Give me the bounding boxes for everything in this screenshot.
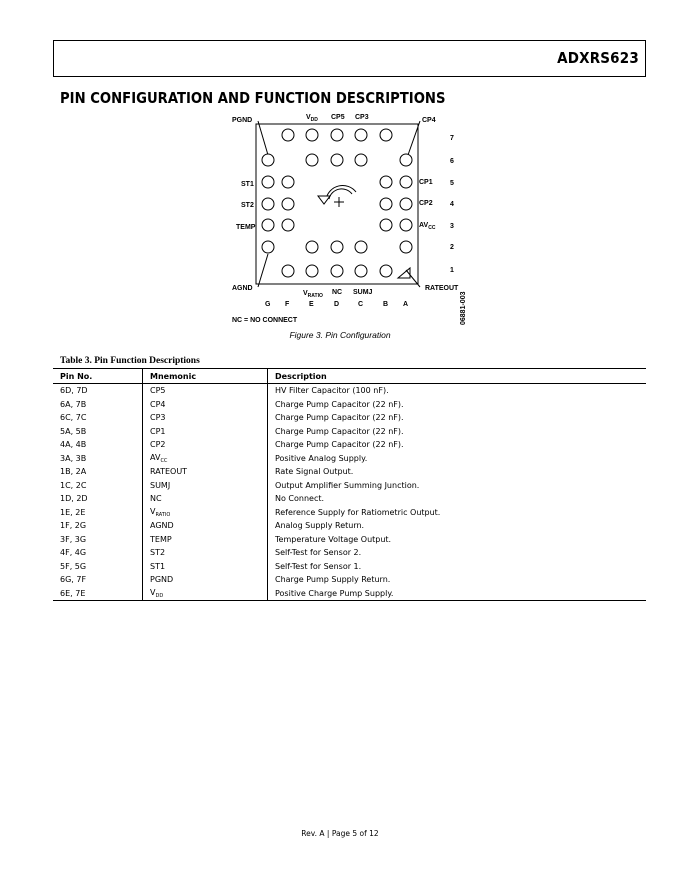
- pin-pad: [355, 241, 367, 253]
- cell-mnemonic: [143, 573, 268, 587]
- table-caption: Table 3. Pin Function Descriptions: [60, 356, 200, 366]
- pin-pad: [380, 265, 392, 277]
- cell-description: Positive Charge Pump Supply.: [268, 587, 647, 601]
- label-sumj: SUMJ: [353, 289, 373, 296]
- pin-pad: [355, 129, 367, 141]
- cell-description: Self-Test for Sensor 2.: [275, 548, 362, 558]
- part-number: ADXRS623: [557, 49, 639, 67]
- row-number: 4: [450, 201, 454, 208]
- leader-pgnd: [258, 121, 268, 155]
- cell-pin-no: 5F, 5G: [53, 560, 143, 574]
- label-vratio: $V_{RATIO}$: [303, 290, 323, 299]
- mnemonic-text: RATEOUT: [150, 467, 188, 477]
- pin-pad: [380, 129, 392, 141]
- row-number: 7: [450, 135, 454, 142]
- cell-description: Output Amplifier Summing Junction.: [275, 480, 420, 490]
- cell-description: Positive Analog Supply.: [275, 453, 368, 463]
- package-outline: [256, 124, 418, 284]
- pin-pad: [380, 198, 392, 210]
- cell-pin-no: 1B, 2A: [53, 465, 143, 479]
- column-letter: E: [309, 301, 314, 308]
- column-letter: F: [285, 301, 290, 308]
- cell-mnemonic: [143, 452, 268, 466]
- pin-configuration-diagram: [0, 0, 680, 340]
- table-row: [53, 425, 646, 439]
- page-footer: Rev. A | Page 5 of 12: [301, 829, 379, 838]
- mnemonic-text: AV: [150, 452, 161, 462]
- cell-mnemonic: [143, 560, 268, 574]
- pin-pad: [380, 176, 392, 188]
- header-mnemonic: Mnemonic: [143, 369, 268, 384]
- cell-mnemonic: [143, 398, 268, 412]
- mnemonic-text: V: [150, 506, 156, 516]
- column-letters: [265, 301, 408, 308]
- table-header-row: [53, 369, 646, 384]
- header-pin-no: Pin No.: [53, 369, 143, 384]
- mnemonic-text: CP5: [150, 386, 166, 396]
- mnemonic-text: CP2: [150, 440, 166, 450]
- label-avcc: $AV_{CC}$: [419, 222, 436, 231]
- cell-description: Analog Supply Return.: [275, 521, 365, 531]
- cell-description: No Connect.: [275, 494, 325, 504]
- pin-pad: [262, 154, 274, 166]
- mnemonic-text: CP3: [150, 413, 166, 423]
- pin-pad: [355, 154, 367, 166]
- cell-pin-no: 6E, 7E: [53, 587, 143, 601]
- cell-mnemonic: [143, 506, 268, 520]
- table-row: [53, 452, 646, 466]
- section-title: PIN CONFIGURATION AND FUNCTION DESCRIPTIONS: [60, 89, 446, 107]
- cell-mnemonic: [143, 533, 268, 547]
- pin-pad: [400, 219, 412, 231]
- pin-pad: [282, 198, 294, 210]
- column-letter: C: [358, 301, 364, 308]
- mnemonic-subscript: DD: [155, 592, 164, 599]
- mnemonic-text: AGND: [150, 521, 174, 531]
- pin-pad: [262, 198, 274, 210]
- figure-caption: Figure 3. Pin Configuration: [289, 330, 391, 340]
- pin-pad: [306, 129, 318, 141]
- cell-pin-no: 1F, 2G: [53, 519, 143, 533]
- table-row: [53, 479, 646, 493]
- label-vdd: $V_{DD}$: [306, 114, 318, 123]
- mnemonic-text: CP1: [150, 426, 166, 436]
- header-description: Description: [268, 369, 647, 384]
- cell-description: Self-Test for Sensor 1.: [275, 561, 362, 571]
- table-row: [53, 411, 646, 425]
- pin-pad: [380, 219, 392, 231]
- pin-pad: [400, 154, 412, 166]
- table-row: [53, 492, 646, 506]
- label-cp5: CP5: [331, 114, 345, 121]
- pin-pad: [262, 176, 274, 188]
- table-row: [53, 573, 646, 587]
- pin-pad: [306, 265, 318, 277]
- label-cp1: CP1: [419, 179, 433, 186]
- cell-pin-no: 6D, 7D: [53, 384, 143, 398]
- table-body: [53, 384, 646, 601]
- cell-description: Rate Signal Output.: [275, 467, 354, 477]
- mnemonic-text: TEMP: [150, 534, 172, 544]
- mnemonic-subscript: RATIO: [155, 511, 171, 518]
- label-agnd: AGND: [232, 285, 253, 292]
- cell-pin-no: 1C, 2C: [53, 479, 143, 493]
- column-letter: D: [334, 301, 340, 308]
- cell-pin-no: 1D, 2D: [53, 492, 143, 506]
- pin-pad: [262, 219, 274, 231]
- table-row: [53, 546, 646, 560]
- pin-pad: [282, 219, 294, 231]
- mnemonic-text: NC: [150, 494, 162, 504]
- row-numbers: [450, 135, 454, 274]
- row-number: 1: [450, 267, 454, 274]
- table-row: [53, 465, 646, 479]
- cell-pin-no: 5A, 5B: [53, 425, 143, 439]
- table-row: [53, 533, 646, 547]
- leader-agnd: [258, 254, 268, 287]
- pin-circles: [262, 129, 412, 277]
- label-temp: TEMP: [236, 224, 256, 231]
- cell-pin-no: 1E, 2E: [53, 506, 143, 520]
- table-row: [53, 519, 646, 533]
- cell-description: HV Filter Capacitor (100 nF).: [275, 386, 389, 396]
- label-pgnd: PGND: [232, 117, 253, 124]
- cell-mnemonic: [143, 425, 268, 439]
- mnemonic-text: CP4: [150, 399, 166, 409]
- cell-mnemonic: [143, 479, 268, 493]
- cell-pin-no: 6C, 7C: [53, 411, 143, 425]
- cell-mnemonic: [143, 546, 268, 560]
- pin-pad: [400, 241, 412, 253]
- pin-pad: [400, 176, 412, 188]
- label-cp2: CP2: [419, 200, 433, 207]
- cell-description: Charge Pump Capacitor (22 nF).: [275, 413, 404, 423]
- table-row: [53, 398, 646, 412]
- pin-pad: [331, 154, 343, 166]
- cell-description: Charge Pump Supply Return.: [275, 575, 391, 585]
- column-letter: A: [403, 301, 409, 308]
- pin-pad: [331, 265, 343, 277]
- pin-pad: [262, 241, 274, 253]
- table-row: [53, 506, 646, 520]
- cell-mnemonic: [143, 492, 268, 506]
- pin-pad: [306, 154, 318, 166]
- nc-note: NC = NO CONNECT: [232, 317, 298, 324]
- cell-pin-no: 4F, 4G: [53, 546, 143, 560]
- pin-pad: [282, 129, 294, 141]
- pin-pad: [306, 241, 318, 253]
- cell-pin-no: 6A, 7B: [53, 398, 143, 412]
- cell-mnemonic: [143, 411, 268, 425]
- cell-description: Charge Pump Capacitor (22 nF).: [275, 440, 404, 450]
- cell-mnemonic: [143, 465, 268, 479]
- mnemonic-text: ST1: [150, 561, 166, 571]
- cell-description: Temperature Voltage Output.: [275, 534, 392, 544]
- cell-pin-no: 6G, 7F: [53, 573, 143, 587]
- mnemonic-text: PGND: [150, 575, 174, 585]
- rotation-arrow-icon: [318, 186, 356, 207]
- pin-pad: [282, 265, 294, 277]
- table-row: [53, 560, 646, 574]
- row-number: 6: [450, 158, 454, 165]
- table-row: [53, 587, 646, 601]
- cell-description: Reference Supply for Ratiometric Output.: [275, 507, 441, 517]
- cell-mnemonic: [143, 384, 268, 398]
- mnemonic-text: V: [150, 587, 156, 597]
- table-row: [53, 384, 646, 398]
- column-letter: G: [265, 301, 271, 308]
- column-letter: B: [383, 301, 389, 308]
- row-number: 5: [450, 180, 454, 187]
- pin-pad: [355, 265, 367, 277]
- cell-mnemonic: [143, 438, 268, 452]
- pin-pad: [331, 129, 343, 141]
- pin-pad: [400, 198, 412, 210]
- label-rateout: RATEOUT: [425, 285, 459, 292]
- pin-pad: [282, 176, 294, 188]
- pin-function-table: [53, 368, 646, 601]
- cell-description: Charge Pump Capacitor (22 nF).: [275, 426, 404, 436]
- row-number: 3: [450, 223, 454, 230]
- table-row: [53, 438, 646, 452]
- cell-pin-no: 4A, 4B: [53, 438, 143, 452]
- label-nc: NC: [332, 289, 343, 296]
- cell-pin-no: 3A, 3B: [53, 452, 143, 466]
- pin-pad: [331, 241, 343, 253]
- label-cp4: CP4: [422, 117, 436, 124]
- label-cp3: CP3: [355, 114, 369, 121]
- cell-mnemonic: [143, 519, 268, 533]
- cell-pin-no: 3F, 3G: [53, 533, 143, 547]
- label-st1: ST1: [241, 181, 254, 188]
- row-number: 2: [450, 244, 454, 251]
- mnemonic-text: SUMJ: [150, 480, 171, 490]
- figure-id: 06881-003: [460, 291, 467, 325]
- label-st2: ST2: [241, 202, 254, 209]
- cell-mnemonic: [143, 587, 268, 601]
- cell-description: Charge Pump Capacitor (22 nF).: [275, 399, 404, 409]
- mnemonic-text: ST2: [150, 548, 166, 558]
- mnemonic-subscript: CC: [160, 457, 168, 464]
